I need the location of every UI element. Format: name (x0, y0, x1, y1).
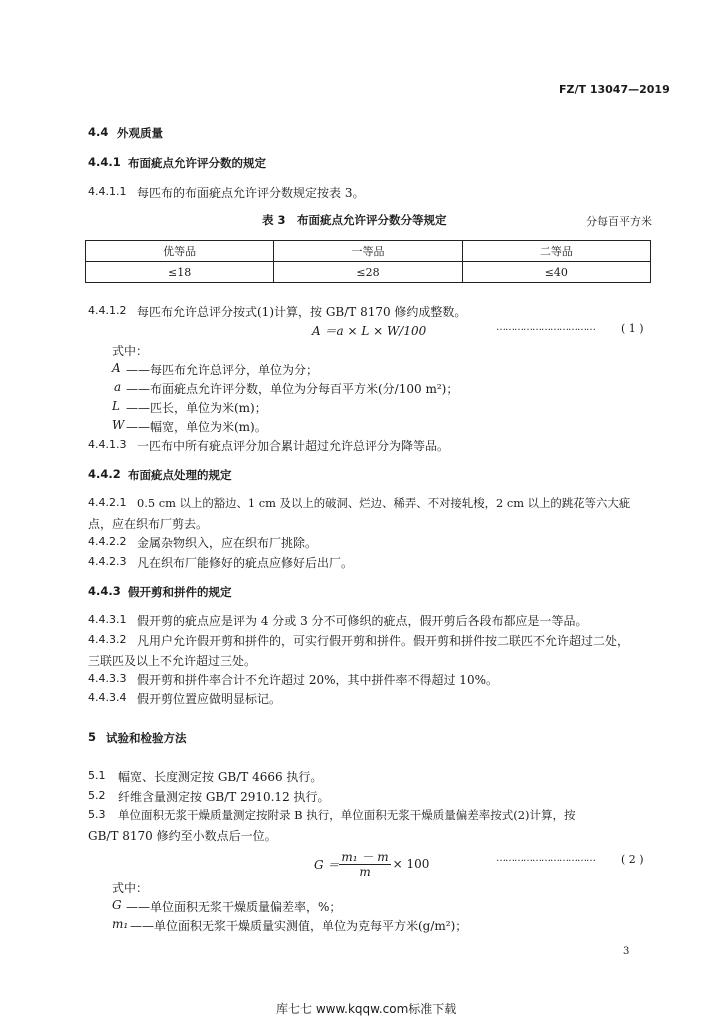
var-description: ——幅宽，单位为米(m)。 (126, 420, 267, 434)
page-number: 3 (623, 946, 630, 957)
clause-5-3-number: 5.3 (88, 808, 106, 821)
formula-2-denominator: m (359, 864, 371, 879)
table-3-header-cell: 一等品 (274, 241, 462, 262)
table-3-caption: 表 3 布面疵点允许评分数分等规定 (262, 213, 447, 227)
standard-code: FZ/T 13047—2019 (559, 83, 670, 96)
var-symbol: a (114, 380, 122, 394)
section-4-4-3-title: 假开剪和拼件的规定 (128, 585, 232, 599)
clause-4-4-2-1-line-2: 点，应在织布厂剪去。 (88, 517, 209, 531)
var-symbol: A (112, 361, 121, 375)
table-3 (85, 240, 651, 283)
clause-4-4-1-2-text: 每匹布允许总评分按式(1)计算，按 GB/T 8170 修约成整数。 (137, 305, 467, 319)
formula-1: A ＝a × L × W/100 (312, 324, 427, 338)
var-description: ——单位面积无浆干燥质量实测值，单位为克每平方米(g/m²)； (130, 919, 468, 933)
clause-4-4-3-2-number: 4.4.3.2 (88, 633, 127, 646)
section-4-4-2-title: 布面疵点处理的规定 (128, 468, 232, 482)
section-4-4-1-number: 4.4.1 (88, 155, 121, 169)
var-symbol: W (112, 418, 125, 432)
formula-2-number: ( 2 ) (621, 853, 644, 866)
clause-4-4-1-3-text: 一匹布中所有疵点评分加合累计超过允许总评分为降等品。 (137, 439, 450, 453)
table-3-header-row (86, 241, 651, 262)
formula-2 (314, 847, 429, 881)
table-3-header-cell: 二等品 (462, 241, 650, 262)
table-3-value-row (86, 262, 651, 283)
table-3-value-cell: ≤40 (462, 262, 650, 283)
clause-4-4-3-3-number: 4.4.3.3 (88, 672, 127, 685)
clause-5-1-text: 幅宽、长度测定按 GB/T 4666 执行。 (118, 770, 323, 784)
var-description: ——匹长，单位为米(m)； (126, 401, 267, 415)
clause-4-4-1-1-text: 每匹布的布面疵点允许评分数规定按表 3。 (137, 186, 365, 200)
clause-4-4-3-4-text: 假开剪位置应做明显标记。 (137, 692, 282, 706)
watermark-footer: 库七七 www.kqqw.com标准下载 (276, 1002, 457, 1016)
var-symbol: G (112, 898, 122, 912)
formula-2-fraction (339, 850, 390, 879)
formula-2-leader-dots: …………………………… (496, 853, 595, 864)
clause-4-4-1-1-number: 4.4.1.1 (88, 185, 127, 198)
section-4-4-3-number: 4.4.3 (88, 584, 121, 598)
section-5-title: 试验和检验方法 (106, 731, 187, 745)
clause-5-1-number: 5.1 (88, 769, 106, 782)
clause-4-4-2-1-number: 4.4.2.1 (88, 496, 127, 509)
clause-4-4-1-2-number: 4.4.1.2 (88, 304, 127, 317)
clause-4-4-2-3-number: 4.4.2.3 (88, 555, 127, 568)
clause-5-2-number: 5.2 (88, 789, 106, 802)
table-3-value-cell: ≤18 (86, 262, 274, 283)
section-4-4-1-title: 布面疵点允许评分数的规定 (128, 156, 266, 170)
clause-4-4-3-2-line-2: 三联匹及以上不允许超过三处。 (88, 654, 257, 668)
clause-4-4-2-1-line-1: 0.5 cm 以上的豁边、1 cm 及以上的破洞、烂边、稀弄、不对接轧梭，2 cm 以上的跳花等六大疵 (137, 496, 631, 510)
formula-2-rhs: × 100 (392, 857, 430, 871)
clause-5-3-line-1: 单位面积无浆干燥质量测定按附录 B 执行，单位面积无浆干燥质量偏差率按式(2)计算，按 (118, 808, 576, 822)
var-description: ——布面疵点允许评分数，单位为分每百平方米(分/100 m²)； (126, 382, 459, 396)
formula-1-leader-dots: …………………………… (496, 322, 595, 333)
clause-4-4-2-2-text: 金属杂物织入，应在织布厂挑除。 (137, 536, 318, 550)
formula-2-numerator: m₁ － m (341, 849, 389, 864)
table-3-unit: 分每百平方米 (586, 215, 652, 228)
section-4-4-2-number: 4.4.2 (88, 467, 121, 481)
clause-4-4-3-1-text: 假开剪的疵点应是评为 4 分或 3 分不可修织的疵点，假开剪后各段布都应是一等品。 (137, 614, 588, 628)
clause-4-4-2-3-text: 凡在织布厂能修好的疵点应修好后出厂。 (137, 556, 354, 570)
clause-4-4-3-4-number: 4.4.3.4 (88, 691, 127, 704)
where-label-1: 式中： (112, 344, 149, 358)
clause-4-4-3-1-number: 4.4.3.1 (88, 613, 127, 626)
var-symbol: m₁ (112, 917, 129, 931)
table-3-header-cell: 优等品 (86, 241, 274, 262)
var-symbol: L (112, 399, 120, 413)
clause-5-2-text: 纤维含量测定按 GB/T 2910.12 执行。 (118, 790, 330, 804)
var-description: ——每匹布允许总评分，单位为分； (126, 363, 319, 377)
formula-1-number: ( 1 ) (621, 322, 644, 335)
formula-2-lhs: G ＝ (314, 857, 340, 872)
clause-4-4-3-3-text: 假开剪和拼件率合计不允许超过 20%，其中拼件率不得超过 10%。 (137, 673, 498, 687)
section-4-4-title: 外观质量 (117, 126, 163, 140)
clause-4-4-1-3-number: 4.4.1.3 (88, 438, 127, 451)
table-3-value-cell: ≤28 (274, 262, 462, 283)
section-4-4-number: 4.4 (88, 125, 109, 139)
section-5-number: 5 (88, 730, 97, 744)
clause-4-4-2-2-number: 4.4.2.2 (88, 535, 127, 548)
var-description: ——单位面积无浆干燥质量偏差率，%； (126, 900, 342, 914)
where-label-2: 式中： (112, 881, 149, 895)
clause-5-3-line-2: GB/T 8170 修约至小数点后一位。 (88, 829, 277, 843)
clause-4-4-3-2-line-1: 凡用户允许假开剪和拼件的，可实行假开剪和拼件。假开剪和拼件按二联匹不允许超过二处， (137, 634, 630, 648)
